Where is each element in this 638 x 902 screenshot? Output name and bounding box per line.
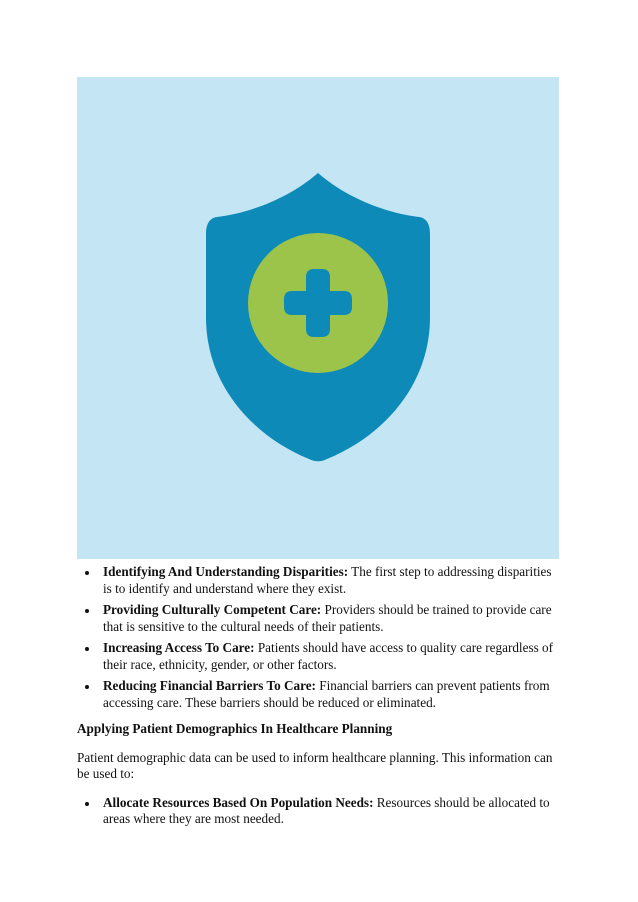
list-item: Identifying And Understanding Disparities: The first step to addressing disparities is to identify and understand where they exist. (77, 564, 561, 597)
disparities-list (77, 564, 561, 711)
hero-illustration (77, 77, 559, 559)
section-heading: Applying Patient Demographics In Healthcare Planning (77, 721, 393, 736)
list-item: Increasing Access To Care: Patients should have access to quality care regardless of their race, ethnicity, gender, or other factors. (77, 640, 561, 673)
article-body (77, 564, 561, 833)
shield-medical-cross-icon (77, 77, 559, 559)
section-intro: Patient demographic data can be used to inform healthcare planning. This information can be used to: (77, 749, 553, 781)
list-item: Allocate Resources Based On Population Needs: Resources should be allocated to areas where they are most needed. (77, 795, 561, 828)
list-item: Reducing Financial Barriers To Care: Financial barriers can prevent patients from accessing care. These barriers should be reduced or eliminated. (77, 678, 561, 711)
list-item: Providing Culturally Competent Care: Providers should be trained to provide care that is sensitive to the cultural needs of their patients. (77, 602, 561, 635)
planning-list (77, 795, 561, 828)
